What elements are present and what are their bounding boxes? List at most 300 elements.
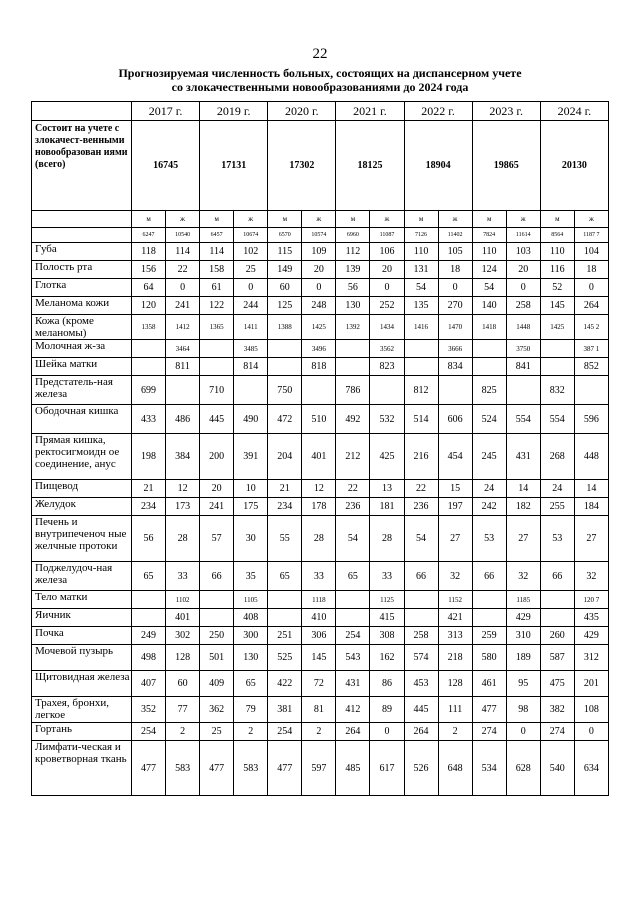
table-cell: 583 bbox=[166, 741, 200, 796]
table-cell: 431 bbox=[336, 671, 370, 697]
table-cell bbox=[438, 376, 472, 405]
male-header: м bbox=[540, 211, 574, 228]
table-cell bbox=[540, 340, 574, 358]
row-label: Гортань bbox=[32, 723, 132, 741]
table-cell: 198 bbox=[132, 434, 166, 480]
row-label: Лимфати-ческая и кроветворная ткань bbox=[32, 741, 132, 796]
table-cell: 0 bbox=[438, 279, 472, 297]
table-cell: 814 bbox=[234, 358, 268, 376]
table-cell: 1416 bbox=[404, 315, 438, 340]
table-cell: 145 bbox=[302, 645, 336, 671]
total-value: 16745 bbox=[132, 121, 200, 211]
table-cell bbox=[336, 340, 370, 358]
blank-cell bbox=[32, 228, 132, 243]
table-cell: 15 bbox=[438, 480, 472, 498]
table-cell: 241 bbox=[200, 498, 234, 516]
table-cell: 124 bbox=[472, 261, 506, 279]
year-header: 2021 г. bbox=[336, 102, 404, 121]
table-cell: 145 2 bbox=[574, 315, 608, 340]
table-cell bbox=[132, 591, 166, 609]
table-cell bbox=[574, 376, 608, 405]
table-cell: 27 bbox=[574, 516, 608, 562]
table-cell bbox=[302, 376, 336, 405]
table-cell: 2 bbox=[438, 723, 472, 741]
table-cell: 33 bbox=[370, 562, 404, 591]
table-cell: 20 bbox=[370, 261, 404, 279]
table-cell bbox=[472, 358, 506, 376]
table-cell: 1412 bbox=[166, 315, 200, 340]
table-cell: 0 bbox=[166, 279, 200, 297]
table-cell: 313 bbox=[438, 627, 472, 645]
table-cell: 53 bbox=[472, 516, 506, 562]
table-cell: 12 bbox=[166, 480, 200, 498]
table-row bbox=[32, 562, 609, 591]
table-cell: 131 bbox=[404, 261, 438, 279]
table-row bbox=[32, 243, 609, 261]
total-value: 18125 bbox=[336, 121, 404, 211]
table-cell: 79 bbox=[234, 697, 268, 723]
table-cell: 86 bbox=[370, 671, 404, 697]
table-cell: 22 bbox=[404, 480, 438, 498]
table-row bbox=[32, 315, 609, 340]
table-cell: 532 bbox=[370, 405, 404, 434]
table-cell: 12 bbox=[302, 480, 336, 498]
year-header: 2022 г. bbox=[404, 102, 472, 121]
table-cell: 308 bbox=[370, 627, 404, 645]
table-cell: 0 bbox=[370, 279, 404, 297]
table-cell: 130 bbox=[234, 645, 268, 671]
table-cell bbox=[506, 376, 540, 405]
female-header: ж bbox=[438, 211, 472, 228]
sex-total-cell: 1187 7 bbox=[574, 228, 608, 243]
table-cell: 54 bbox=[472, 279, 506, 297]
table-cell: 120 7 bbox=[574, 591, 608, 609]
row-label: Трахея, бронхи, легкое bbox=[32, 697, 132, 723]
sex-total-cell: 7824 bbox=[472, 228, 506, 243]
table-cell: 156 bbox=[132, 261, 166, 279]
table-cell bbox=[336, 609, 370, 627]
table-cell: 3464 bbox=[166, 340, 200, 358]
table-cell: 812 bbox=[404, 376, 438, 405]
table-cell: 108 bbox=[574, 697, 608, 723]
table-cell: 524 bbox=[472, 405, 506, 434]
table-cell: 66 bbox=[472, 562, 506, 591]
table-cell: 1185 bbox=[506, 591, 540, 609]
table-row bbox=[32, 340, 609, 358]
table-cell: 425 bbox=[370, 434, 404, 480]
table-row bbox=[32, 609, 609, 627]
table-cell: 248 bbox=[302, 297, 336, 315]
table-cell bbox=[336, 591, 370, 609]
table-cell: 65 bbox=[132, 562, 166, 591]
table-cell: 421 bbox=[438, 609, 472, 627]
table-cell: 162 bbox=[370, 645, 404, 671]
sex-total-cell: 6570 bbox=[268, 228, 302, 243]
row-label: Поджелудоч-ная железа bbox=[32, 562, 132, 591]
table-cell: 477 bbox=[200, 741, 234, 796]
table-cell: 116 bbox=[540, 261, 574, 279]
row-label: Ободочная кишка bbox=[32, 405, 132, 434]
table-cell: 648 bbox=[438, 741, 472, 796]
table-cell: 52 bbox=[540, 279, 574, 297]
row-label: Почка bbox=[32, 627, 132, 645]
table-cell bbox=[234, 376, 268, 405]
title-line-1: Прогнозируемая численность больных, состоящих на диспансерном учете bbox=[118, 66, 522, 80]
sex-total-cell: 8564 bbox=[540, 228, 574, 243]
table-cell: 216 bbox=[404, 434, 438, 480]
year-header: 2017 г. bbox=[132, 102, 200, 121]
table-cell: 606 bbox=[438, 405, 472, 434]
table-row bbox=[32, 376, 609, 405]
table-cell: 65 bbox=[336, 562, 370, 591]
male-header: м bbox=[200, 211, 234, 228]
table-cell: 270 bbox=[438, 297, 472, 315]
table-cell: 3750 bbox=[506, 340, 540, 358]
year-header: 2019 г. bbox=[200, 102, 268, 121]
table-cell bbox=[200, 358, 234, 376]
table-cell bbox=[268, 340, 302, 358]
table-cell: 264 bbox=[574, 297, 608, 315]
table-cell bbox=[268, 358, 302, 376]
table-cell bbox=[472, 609, 506, 627]
table-row bbox=[32, 591, 609, 609]
table-cell: 28 bbox=[166, 516, 200, 562]
row-label: Мочевой пузырь bbox=[32, 645, 132, 671]
table-cell: 122 bbox=[200, 297, 234, 315]
table-cell: 189 bbox=[506, 645, 540, 671]
year-header: 2020 г. bbox=[268, 102, 336, 121]
table-cell: 381 bbox=[268, 697, 302, 723]
table-cell: 20 bbox=[200, 480, 234, 498]
table-cell: 554 bbox=[506, 405, 540, 434]
row-label: Полость рта bbox=[32, 261, 132, 279]
sex-header-row bbox=[32, 211, 609, 228]
table-cell: 135 bbox=[404, 297, 438, 315]
table-cell: 33 bbox=[166, 562, 200, 591]
table-cell: 106 bbox=[370, 243, 404, 261]
table-cell bbox=[404, 591, 438, 609]
table-cell: 104 bbox=[574, 243, 608, 261]
table-cell bbox=[370, 376, 404, 405]
table-cell: 20 bbox=[302, 261, 336, 279]
table-cell: 0 bbox=[234, 279, 268, 297]
table-cell: 825 bbox=[472, 376, 506, 405]
table-cell: 587 bbox=[540, 645, 574, 671]
table-cell: 128 bbox=[166, 645, 200, 671]
table-cell: 1425 bbox=[540, 315, 574, 340]
table-cell: 514 bbox=[404, 405, 438, 434]
table-cell: 454 bbox=[438, 434, 472, 480]
table-cell bbox=[132, 340, 166, 358]
table-row bbox=[32, 405, 609, 434]
table-cell: 130 bbox=[336, 297, 370, 315]
table-cell: 435 bbox=[574, 609, 608, 627]
table-cell: 412 bbox=[336, 697, 370, 723]
row-label: Желудок bbox=[32, 498, 132, 516]
table-cell: 834 bbox=[438, 358, 472, 376]
table-cell: 300 bbox=[234, 627, 268, 645]
table-cell: 401 bbox=[302, 434, 336, 480]
table-cell: 408 bbox=[234, 609, 268, 627]
table-cell bbox=[540, 591, 574, 609]
table-cell: 410 bbox=[302, 609, 336, 627]
table-cell: 1434 bbox=[370, 315, 404, 340]
table-cell: 486 bbox=[166, 405, 200, 434]
table-cell: 525 bbox=[268, 645, 302, 671]
table-cell: 125 bbox=[268, 297, 302, 315]
row-label: Молочная ж-за bbox=[32, 340, 132, 358]
total-row bbox=[32, 121, 609, 211]
table-cell: 81 bbox=[302, 697, 336, 723]
table-row bbox=[32, 358, 609, 376]
table-row bbox=[32, 279, 609, 297]
table-cell: 1152 bbox=[438, 591, 472, 609]
table-cell: 485 bbox=[336, 741, 370, 796]
table-cell: 274 bbox=[472, 723, 506, 741]
row-label: Глотка bbox=[32, 279, 132, 297]
table-cell: 258 bbox=[404, 627, 438, 645]
blank-cell bbox=[32, 211, 132, 228]
table-cell: 490 bbox=[234, 405, 268, 434]
total-value: 17131 bbox=[200, 121, 268, 211]
year-header: 2023 г. bbox=[472, 102, 540, 121]
table-cell: 433 bbox=[132, 405, 166, 434]
patients-forecast-table bbox=[31, 101, 609, 796]
table-cell: 120 bbox=[132, 297, 166, 315]
table-cell: 105 bbox=[438, 243, 472, 261]
table-cell bbox=[472, 591, 506, 609]
table-cell: 1425 bbox=[302, 315, 336, 340]
table-cell: 242 bbox=[472, 498, 506, 516]
row-label: Печень и внутрипеченоч ные желчные протоки bbox=[32, 516, 132, 562]
table-cell: 422 bbox=[268, 671, 302, 697]
table-cell: 445 bbox=[200, 405, 234, 434]
table-cell: 28 bbox=[370, 516, 404, 562]
male-header: м bbox=[132, 211, 166, 228]
table-cell: 554 bbox=[540, 405, 574, 434]
table-cell: 260 bbox=[540, 627, 574, 645]
title-line-2: со злокачественными новообразованиями до 2024 года bbox=[171, 80, 469, 94]
table-cell: 27 bbox=[506, 516, 540, 562]
table-cell: 477 bbox=[268, 741, 302, 796]
table-cell: 1365 bbox=[200, 315, 234, 340]
table-cell: 0 bbox=[574, 723, 608, 741]
table-cell: 501 bbox=[200, 645, 234, 671]
table-cell: 832 bbox=[540, 376, 574, 405]
total-value: 20130 bbox=[540, 121, 608, 211]
table-cell: 21 bbox=[132, 480, 166, 498]
table-cell: 72 bbox=[302, 671, 336, 697]
table-cell: 259 bbox=[472, 627, 506, 645]
table-cell: 250 bbox=[200, 627, 234, 645]
table-cell: 264 bbox=[336, 723, 370, 741]
table-cell bbox=[132, 609, 166, 627]
sex-total-cell: 11614 bbox=[506, 228, 540, 243]
sex-total-cell: 6457 bbox=[200, 228, 234, 243]
table-cell: 61 bbox=[200, 279, 234, 297]
table-cell: 14 bbox=[506, 480, 540, 498]
table-cell: 140 bbox=[472, 297, 506, 315]
table-cell: 0 bbox=[506, 723, 540, 741]
table-cell: 540 bbox=[540, 741, 574, 796]
table-cell: 852 bbox=[574, 358, 608, 376]
table-cell: 245 bbox=[472, 434, 506, 480]
female-header: ж bbox=[574, 211, 608, 228]
table-cell bbox=[200, 609, 234, 627]
table-cell: 197 bbox=[438, 498, 472, 516]
table-cell: 429 bbox=[506, 609, 540, 627]
table-cell: 241 bbox=[166, 297, 200, 315]
table-cell: 110 bbox=[404, 243, 438, 261]
table-cell: 200 bbox=[200, 434, 234, 480]
sex-total-cell: 11087 bbox=[370, 228, 404, 243]
table-cell: 103 bbox=[506, 243, 540, 261]
table-cell: 54 bbox=[404, 516, 438, 562]
total-value: 18904 bbox=[404, 121, 472, 211]
table-cell: 25 bbox=[234, 261, 268, 279]
male-header: м bbox=[268, 211, 302, 228]
table-cell: 310 bbox=[506, 627, 540, 645]
table-cell bbox=[540, 358, 574, 376]
table-cell: 18 bbox=[574, 261, 608, 279]
total-value: 17302 bbox=[268, 121, 336, 211]
table-row bbox=[32, 627, 609, 645]
table-cell: 53 bbox=[540, 516, 574, 562]
table-cell: 477 bbox=[132, 741, 166, 796]
table-row bbox=[32, 645, 609, 671]
table-cell: 102 bbox=[234, 243, 268, 261]
table-cell: 249 bbox=[132, 627, 166, 645]
table-cell: 20 bbox=[506, 261, 540, 279]
table-cell bbox=[200, 591, 234, 609]
table-cell: 66 bbox=[404, 562, 438, 591]
table-cell: 1470 bbox=[438, 315, 472, 340]
table-cell: 25 bbox=[200, 723, 234, 741]
table-cell: 18 bbox=[438, 261, 472, 279]
table-cell: 252 bbox=[370, 297, 404, 315]
table-cell: 710 bbox=[200, 376, 234, 405]
table-row bbox=[32, 480, 609, 498]
table-cell: 391 bbox=[234, 434, 268, 480]
table-cell: 24 bbox=[540, 480, 574, 498]
sex-total-cell: 10540 bbox=[166, 228, 200, 243]
table-cell bbox=[268, 591, 302, 609]
table-cell: 10 bbox=[234, 480, 268, 498]
table-cell: 57 bbox=[200, 516, 234, 562]
total-value: 19865 bbox=[472, 121, 540, 211]
table-cell: 415 bbox=[370, 609, 404, 627]
table-cell: 461 bbox=[472, 671, 506, 697]
table-cell: 1411 bbox=[234, 315, 268, 340]
table-cell: 1125 bbox=[370, 591, 404, 609]
table-cell: 115 bbox=[268, 243, 302, 261]
row-label: Тело матки bbox=[32, 591, 132, 609]
table-cell: 1388 bbox=[268, 315, 302, 340]
table-cell bbox=[540, 609, 574, 627]
row-label: Губа bbox=[32, 243, 132, 261]
row-label: Яичник bbox=[32, 609, 132, 627]
table-cell: 1418 bbox=[472, 315, 506, 340]
table-cell: 312 bbox=[574, 645, 608, 671]
table-cell: 251 bbox=[268, 627, 302, 645]
table-cell: 401 bbox=[166, 609, 200, 627]
male-header: м bbox=[404, 211, 438, 228]
table-cell: 1448 bbox=[506, 315, 540, 340]
table-row bbox=[32, 516, 609, 562]
table-cell: 35 bbox=[234, 562, 268, 591]
row-label: Пищевод bbox=[32, 480, 132, 498]
table-cell: 54 bbox=[336, 516, 370, 562]
table-row bbox=[32, 741, 609, 796]
table-cell: 0 bbox=[574, 279, 608, 297]
table-cell: 28 bbox=[302, 516, 336, 562]
table-cell bbox=[336, 358, 370, 376]
table-cell: 77 bbox=[166, 697, 200, 723]
table-cell: 1358 bbox=[132, 315, 166, 340]
row-label: Щитовидная железа bbox=[32, 671, 132, 697]
table-cell: 218 bbox=[438, 645, 472, 671]
table-cell: 27 bbox=[438, 516, 472, 562]
table-cell: 201 bbox=[574, 671, 608, 697]
table-cell: 431 bbox=[506, 434, 540, 480]
table-cell: 498 bbox=[132, 645, 166, 671]
table-cell: 56 bbox=[336, 279, 370, 297]
table-cell bbox=[132, 358, 166, 376]
table-cell: 32 bbox=[438, 562, 472, 591]
row-label: Меланома кожи bbox=[32, 297, 132, 315]
table-row bbox=[32, 723, 609, 741]
table-cell: 54 bbox=[404, 279, 438, 297]
table-cell: 1105 bbox=[234, 591, 268, 609]
table-cell: 510 bbox=[302, 405, 336, 434]
table-cell: 534 bbox=[472, 741, 506, 796]
table-cell: 234 bbox=[132, 498, 166, 516]
row-label: Прямая кишка, ректосигмоидн ое соединение, анус bbox=[32, 434, 132, 480]
table-cell: 1392 bbox=[336, 315, 370, 340]
table-cell: 66 bbox=[540, 562, 574, 591]
male-header: м bbox=[472, 211, 506, 228]
table-cell: 14 bbox=[574, 480, 608, 498]
table-cell: 445 bbox=[404, 697, 438, 723]
sex-total-cell: 11402 bbox=[438, 228, 472, 243]
table-cell: 13 bbox=[370, 480, 404, 498]
table-cell: 407 bbox=[132, 671, 166, 697]
table-cell: 382 bbox=[540, 697, 574, 723]
table-cell: 128 bbox=[438, 671, 472, 697]
table-cell: 475 bbox=[540, 671, 574, 697]
table-cell: 448 bbox=[574, 434, 608, 480]
table-cell: 110 bbox=[540, 243, 574, 261]
table-row bbox=[32, 434, 609, 480]
table-cell: 258 bbox=[506, 297, 540, 315]
table-row bbox=[32, 671, 609, 697]
table-cell: 384 bbox=[166, 434, 200, 480]
table-cell: 1102 bbox=[166, 591, 200, 609]
table-cell: 362 bbox=[200, 697, 234, 723]
sex-total-cell: 7126 bbox=[404, 228, 438, 243]
table-cell bbox=[166, 376, 200, 405]
sex-total-cell: 10674 bbox=[234, 228, 268, 243]
table-cell: 118 bbox=[132, 243, 166, 261]
table-cell: 114 bbox=[200, 243, 234, 261]
table-cell: 109 bbox=[302, 243, 336, 261]
table-cell: 274 bbox=[540, 723, 574, 741]
table-row bbox=[32, 697, 609, 723]
table-cell bbox=[472, 340, 506, 358]
table-cell: 477 bbox=[472, 697, 506, 723]
table-cell: 0 bbox=[506, 279, 540, 297]
table-cell: 182 bbox=[506, 498, 540, 516]
